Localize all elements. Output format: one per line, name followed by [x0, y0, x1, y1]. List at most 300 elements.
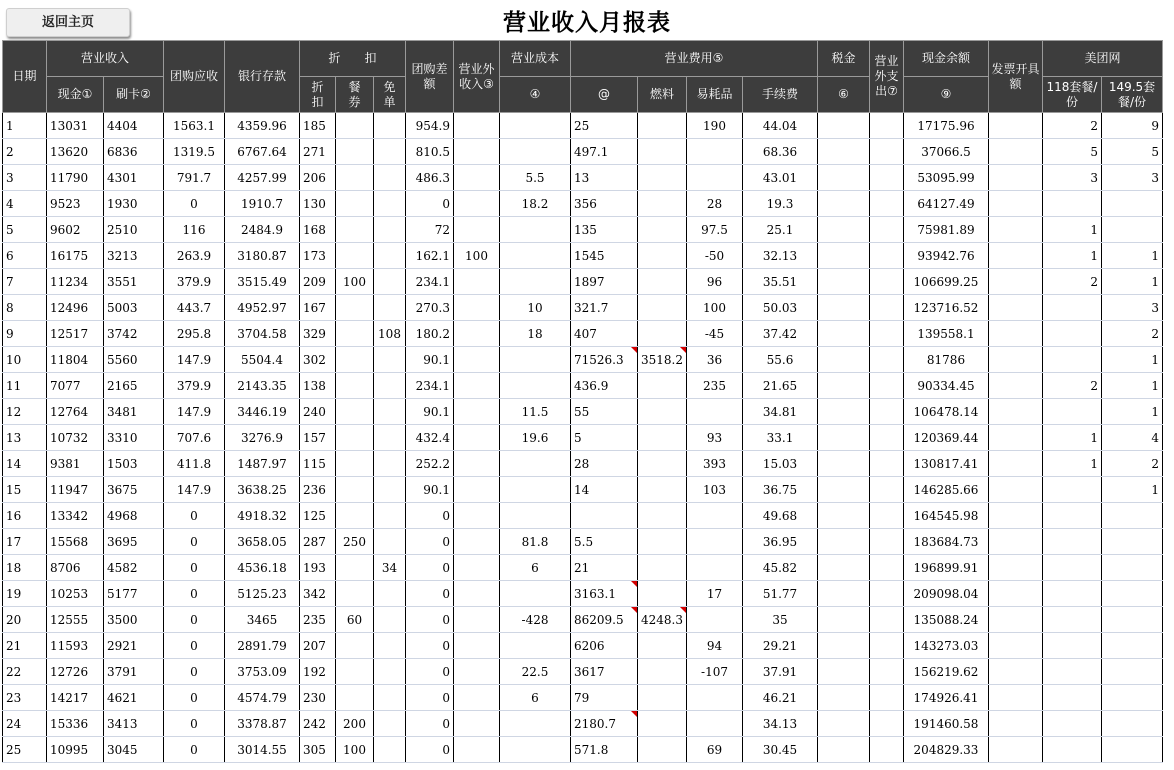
cell-cost[interactable]: 10	[500, 295, 571, 321]
cell-cost[interactable]	[500, 217, 571, 243]
cell-disc[interactable]: 342	[300, 581, 336, 607]
cell-grp[interactable]: 0	[164, 555, 225, 581]
cell-at[interactable]: 6206	[571, 633, 638, 659]
cell-fee[interactable]: 43.01	[743, 165, 818, 191]
cell-cost[interactable]: 6	[500, 555, 571, 581]
cell-gdiff[interactable]: 432.4	[406, 425, 454, 451]
cell-cash[interactable]: 12764	[47, 399, 104, 425]
cell-cash[interactable]: 12555	[47, 607, 104, 633]
cell-bank[interactable]: 2891.79	[225, 633, 300, 659]
cell-cash[interactable]: 10253	[47, 581, 104, 607]
cell-cost[interactable]	[500, 503, 571, 529]
cell-gdiff[interactable]: 0	[406, 685, 454, 711]
cell-disc[interactable]: 236	[300, 477, 336, 503]
cell-s118[interactable]	[1043, 321, 1102, 347]
cell-s149[interactable]	[1102, 711, 1163, 737]
cell-cost[interactable]	[500, 737, 571, 763]
cell-s149[interactable]	[1102, 503, 1163, 529]
cell-nonop[interactable]	[454, 737, 500, 763]
cell-bank[interactable]: 4359.96	[225, 113, 300, 139]
cell-cons[interactable]	[687, 399, 743, 425]
cell-at[interactable]	[571, 503, 638, 529]
cell-s149[interactable]: 1	[1102, 347, 1163, 373]
cell-card[interactable]: 3413	[104, 711, 164, 737]
cell-cash[interactable]: 12517	[47, 321, 104, 347]
cell-grp[interactable]: 1319.5	[164, 139, 225, 165]
cell-d[interactable]: 4	[3, 191, 47, 217]
cell-fuel[interactable]	[638, 399, 687, 425]
cell-meal[interactable]	[336, 139, 374, 165]
cell-grp[interactable]: 411.8	[164, 451, 225, 477]
cell-bank[interactable]: 2143.35	[225, 373, 300, 399]
cell-meal[interactable]	[336, 295, 374, 321]
cell-nonexp[interactable]	[870, 347, 904, 373]
cell-cost[interactable]	[500, 581, 571, 607]
cell-disc[interactable]: 271	[300, 139, 336, 165]
cell-d[interactable]: 1	[3, 113, 47, 139]
cell-card[interactable]: 3551	[104, 269, 164, 295]
cell-card[interactable]: 1930	[104, 191, 164, 217]
cell-s118[interactable]: 5	[1043, 139, 1102, 165]
cell-s118[interactable]: 2	[1043, 373, 1102, 399]
cell-card[interactable]: 4968	[104, 503, 164, 529]
cell-fee[interactable]: 50.03	[743, 295, 818, 321]
cell-fuel[interactable]	[638, 711, 687, 737]
cell-s149[interactable]: 1	[1102, 399, 1163, 425]
cell-nonop[interactable]	[454, 581, 500, 607]
cell-cash[interactable]: 9381	[47, 451, 104, 477]
cell-fee[interactable]: 34.81	[743, 399, 818, 425]
cell-meal[interactable]	[336, 633, 374, 659]
cell-fee[interactable]: 37.42	[743, 321, 818, 347]
cell-fee[interactable]: 30.45	[743, 737, 818, 763]
cell-cost[interactable]: 81.8	[500, 529, 571, 555]
cell-bal[interactable]: 75981.89	[904, 217, 989, 243]
cell-d[interactable]: 12	[3, 399, 47, 425]
cell-card[interactable]: 3045	[104, 737, 164, 763]
cell-bal[interactable]: 123716.52	[904, 295, 989, 321]
cell-free[interactable]	[374, 217, 406, 243]
cell-cash[interactable]: 8706	[47, 555, 104, 581]
cell-at[interactable]: 3617	[571, 659, 638, 685]
cell-at[interactable]: 321.7	[571, 295, 638, 321]
cell-gdiff[interactable]: 234.1	[406, 269, 454, 295]
cell-bank[interactable]: 1487.97	[225, 451, 300, 477]
cell-d[interactable]: 25	[3, 737, 47, 763]
cell-cost[interactable]: 18.2	[500, 191, 571, 217]
cell-disc[interactable]: 192	[300, 659, 336, 685]
cell-gdiff[interactable]: 486.3	[406, 165, 454, 191]
cell-at[interactable]: 2180.7	[571, 711, 638, 737]
cell-s149[interactable]	[1102, 191, 1163, 217]
cell-disc[interactable]: 206	[300, 165, 336, 191]
cell-s118[interactable]	[1043, 399, 1102, 425]
cell-grp[interactable]: 379.9	[164, 373, 225, 399]
cell-nonexp[interactable]	[870, 113, 904, 139]
cell-nonop[interactable]	[454, 347, 500, 373]
cell-bank[interactable]: 3446.19	[225, 399, 300, 425]
cell-bal[interactable]: 37066.5	[904, 139, 989, 165]
cell-tax[interactable]	[818, 347, 870, 373]
cell-card[interactable]: 3481	[104, 399, 164, 425]
cell-free[interactable]	[374, 685, 406, 711]
cell-tax[interactable]	[818, 477, 870, 503]
cell-cons[interactable]: 96	[687, 269, 743, 295]
cell-bank[interactable]: 4574.79	[225, 685, 300, 711]
cell-cons[interactable]	[687, 529, 743, 555]
cell-cost[interactable]: 19.6	[500, 425, 571, 451]
cell-inv[interactable]	[989, 217, 1043, 243]
cell-bal[interactable]: 120369.44	[904, 425, 989, 451]
cell-d[interactable]: 23	[3, 685, 47, 711]
cell-at[interactable]: 1897	[571, 269, 638, 295]
cell-meal[interactable]	[336, 373, 374, 399]
cell-fee[interactable]: 46.21	[743, 685, 818, 711]
cell-tax[interactable]	[818, 685, 870, 711]
cell-cost[interactable]	[500, 269, 571, 295]
cell-card[interactable]: 3791	[104, 659, 164, 685]
cell-free[interactable]	[374, 503, 406, 529]
cell-cons[interactable]: 69	[687, 737, 743, 763]
cell-disc[interactable]: 138	[300, 373, 336, 399]
cell-fuel[interactable]	[638, 503, 687, 529]
cell-fuel[interactable]	[638, 191, 687, 217]
cell-free[interactable]	[374, 269, 406, 295]
cell-cash[interactable]: 13342	[47, 503, 104, 529]
cell-disc[interactable]: 157	[300, 425, 336, 451]
cell-bank[interactable]: 1910.7	[225, 191, 300, 217]
cell-s149[interactable]: 1	[1102, 243, 1163, 269]
cell-nonop[interactable]	[454, 529, 500, 555]
cell-grp[interactable]: 147.9	[164, 347, 225, 373]
cell-s118[interactable]: 2	[1043, 113, 1102, 139]
cell-grp[interactable]: 0	[164, 737, 225, 763]
cell-inv[interactable]	[989, 191, 1043, 217]
cell-inv[interactable]	[989, 399, 1043, 425]
cell-card[interactable]: 3310	[104, 425, 164, 451]
cell-cash[interactable]: 13031	[47, 113, 104, 139]
cell-at[interactable]: 1545	[571, 243, 638, 269]
cell-nonop[interactable]	[454, 711, 500, 737]
cell-meal[interactable]	[336, 503, 374, 529]
cell-s118[interactable]	[1043, 633, 1102, 659]
cell-s149[interactable]: 1	[1102, 373, 1163, 399]
cell-meal[interactable]: 250	[336, 529, 374, 555]
cell-card[interactable]: 6836	[104, 139, 164, 165]
cell-meal[interactable]	[336, 217, 374, 243]
cell-s118[interactable]	[1043, 347, 1102, 373]
cell-nonexp[interactable]	[870, 165, 904, 191]
cell-bal[interactable]: 164545.98	[904, 503, 989, 529]
cell-fee[interactable]: 35	[743, 607, 818, 633]
cell-meal[interactable]	[336, 243, 374, 269]
cell-gdiff[interactable]: 162.1	[406, 243, 454, 269]
cell-nonexp[interactable]	[870, 581, 904, 607]
cell-s149[interactable]: 1	[1102, 477, 1163, 503]
cell-meal[interactable]	[336, 347, 374, 373]
cell-cons[interactable]: 17	[687, 581, 743, 607]
cell-fuel[interactable]	[638, 321, 687, 347]
cell-cost[interactable]	[500, 633, 571, 659]
cell-tax[interactable]	[818, 425, 870, 451]
cell-fee[interactable]: 15.03	[743, 451, 818, 477]
cell-free[interactable]	[374, 607, 406, 633]
cell-s118[interactable]	[1043, 737, 1102, 763]
cell-tax[interactable]	[818, 217, 870, 243]
cell-at[interactable]: 14	[571, 477, 638, 503]
cell-meal[interactable]: 100	[336, 737, 374, 763]
cell-d[interactable]: 7	[3, 269, 47, 295]
cell-cash[interactable]: 11790	[47, 165, 104, 191]
cell-s118[interactable]: 1	[1043, 451, 1102, 477]
cell-cons[interactable]: 28	[687, 191, 743, 217]
cell-free[interactable]	[374, 347, 406, 373]
cell-cons[interactable]: 190	[687, 113, 743, 139]
cell-disc[interactable]: 167	[300, 295, 336, 321]
cell-gdiff[interactable]: 0	[406, 503, 454, 529]
cell-s118[interactable]: 1	[1043, 425, 1102, 451]
cell-inv[interactable]	[989, 373, 1043, 399]
cell-free[interactable]	[374, 139, 406, 165]
cell-at[interactable]: 3163.1	[571, 581, 638, 607]
cell-card[interactable]: 2165	[104, 373, 164, 399]
cell-inv[interactable]	[989, 529, 1043, 555]
cell-free[interactable]: 34	[374, 555, 406, 581]
cell-cons[interactable]: -107	[687, 659, 743, 685]
cell-bank[interactable]: 4918.32	[225, 503, 300, 529]
cell-cash[interactable]: 15336	[47, 711, 104, 737]
cell-grp[interactable]: 791.7	[164, 165, 225, 191]
cell-cash[interactable]: 15568	[47, 529, 104, 555]
cell-cost[interactable]	[500, 451, 571, 477]
cell-s149[interactable]: 5	[1102, 139, 1163, 165]
cell-at[interactable]: 71526.3	[571, 347, 638, 373]
cell-disc[interactable]: 287	[300, 529, 336, 555]
cell-at[interactable]: 25	[571, 113, 638, 139]
cell-meal[interactable]	[336, 477, 374, 503]
cell-bank[interactable]: 5125.23	[225, 581, 300, 607]
cell-card[interactable]: 2510	[104, 217, 164, 243]
cell-free[interactable]	[374, 659, 406, 685]
cell-inv[interactable]	[989, 659, 1043, 685]
cell-bal[interactable]: 90334.45	[904, 373, 989, 399]
cell-bank[interactable]: 4536.18	[225, 555, 300, 581]
cell-gdiff[interactable]: 954.9	[406, 113, 454, 139]
cell-s149[interactable]	[1102, 659, 1163, 685]
cell-cons[interactable]	[687, 555, 743, 581]
cell-s118[interactable]: 1	[1043, 217, 1102, 243]
cell-inv[interactable]	[989, 633, 1043, 659]
cell-s149[interactable]: 2	[1102, 321, 1163, 347]
cell-gdiff[interactable]: 0	[406, 529, 454, 555]
cell-fuel[interactable]	[638, 243, 687, 269]
cell-bank[interactable]: 3378.87	[225, 711, 300, 737]
cell-grp[interactable]: 0	[164, 607, 225, 633]
cell-gdiff[interactable]: 810.5	[406, 139, 454, 165]
cell-disc[interactable]: 115	[300, 451, 336, 477]
cell-bal[interactable]: 143273.03	[904, 633, 989, 659]
cell-disc[interactable]: 193	[300, 555, 336, 581]
cell-cash[interactable]: 11593	[47, 633, 104, 659]
cell-inv[interactable]	[989, 139, 1043, 165]
cell-free[interactable]: 108	[374, 321, 406, 347]
cell-cash[interactable]: 11234	[47, 269, 104, 295]
cell-inv[interactable]	[989, 477, 1043, 503]
cell-nonop[interactable]: 100	[454, 243, 500, 269]
cell-inv[interactable]	[989, 555, 1043, 581]
cell-meal[interactable]	[336, 321, 374, 347]
cell-inv[interactable]	[989, 347, 1043, 373]
cell-grp[interactable]: 147.9	[164, 477, 225, 503]
cell-gdiff[interactable]: 0	[406, 581, 454, 607]
cell-nonexp[interactable]	[870, 451, 904, 477]
cell-inv[interactable]	[989, 607, 1043, 633]
cell-tax[interactable]	[818, 113, 870, 139]
cell-d[interactable]: 6	[3, 243, 47, 269]
cell-free[interactable]	[374, 529, 406, 555]
cell-d[interactable]: 9	[3, 321, 47, 347]
cell-fee[interactable]: 55.6	[743, 347, 818, 373]
cell-cost[interactable]: 5.5	[500, 165, 571, 191]
cell-fee[interactable]: 36.75	[743, 477, 818, 503]
cell-cost[interactable]: 22.5	[500, 659, 571, 685]
cell-bank[interactable]: 3465	[225, 607, 300, 633]
cell-bank[interactable]: 3014.55	[225, 737, 300, 763]
cell-free[interactable]	[374, 295, 406, 321]
cell-cash[interactable]: 11947	[47, 477, 104, 503]
cell-gdiff[interactable]: 90.1	[406, 347, 454, 373]
cell-grp[interactable]: 263.9	[164, 243, 225, 269]
cell-tax[interactable]	[818, 711, 870, 737]
cell-fuel[interactable]	[638, 581, 687, 607]
cell-cons[interactable]	[687, 607, 743, 633]
cell-tax[interactable]	[818, 243, 870, 269]
cell-nonexp[interactable]	[870, 633, 904, 659]
cell-nonop[interactable]	[454, 217, 500, 243]
cell-nonexp[interactable]	[870, 243, 904, 269]
cell-disc[interactable]: 240	[300, 399, 336, 425]
cell-fee[interactable]: 34.13	[743, 711, 818, 737]
cell-grp[interactable]: 1563.1	[164, 113, 225, 139]
cell-gdiff[interactable]: 0	[406, 711, 454, 737]
cell-bal[interactable]: 106478.14	[904, 399, 989, 425]
cell-gdiff[interactable]: 0	[406, 607, 454, 633]
cell-grp[interactable]: 0	[164, 503, 225, 529]
cell-nonexp[interactable]	[870, 659, 904, 685]
cell-s118[interactable]	[1043, 659, 1102, 685]
cell-fee[interactable]: 32.13	[743, 243, 818, 269]
cell-bank[interactable]: 5504.4	[225, 347, 300, 373]
cell-disc[interactable]: 168	[300, 217, 336, 243]
cell-s118[interactable]	[1043, 555, 1102, 581]
cell-s149[interactable]: 3	[1102, 165, 1163, 191]
cell-free[interactable]	[374, 581, 406, 607]
cell-nonexp[interactable]	[870, 711, 904, 737]
cell-inv[interactable]	[989, 425, 1043, 451]
cell-card[interactable]: 4582	[104, 555, 164, 581]
cell-disc[interactable]: 235	[300, 607, 336, 633]
cell-grp[interactable]: 116	[164, 217, 225, 243]
cell-d[interactable]: 5	[3, 217, 47, 243]
cell-at[interactable]: 28	[571, 451, 638, 477]
cell-cons[interactable]: 393	[687, 451, 743, 477]
cell-meal[interactable]	[336, 685, 374, 711]
cell-cash[interactable]: 7077	[47, 373, 104, 399]
cell-cash[interactable]: 11804	[47, 347, 104, 373]
cell-grp[interactable]: 0	[164, 711, 225, 737]
cell-inv[interactable]	[989, 269, 1043, 295]
cell-cons[interactable]: 235	[687, 373, 743, 399]
cell-tax[interactable]	[818, 295, 870, 321]
cell-s118[interactable]	[1043, 295, 1102, 321]
cell-disc[interactable]: 242	[300, 711, 336, 737]
cell-d[interactable]: 10	[3, 347, 47, 373]
cell-at[interactable]: 13	[571, 165, 638, 191]
cell-disc[interactable]: 185	[300, 113, 336, 139]
cell-tax[interactable]	[818, 269, 870, 295]
cell-d[interactable]: 22	[3, 659, 47, 685]
cell-nonop[interactable]	[454, 425, 500, 451]
cell-card[interactable]: 2921	[104, 633, 164, 659]
cell-cost[interactable]: 18	[500, 321, 571, 347]
cell-grp[interactable]: 147.9	[164, 399, 225, 425]
cell-fee[interactable]: 44.04	[743, 113, 818, 139]
cell-tax[interactable]	[818, 607, 870, 633]
cell-fee[interactable]: 33.1	[743, 425, 818, 451]
cell-fuel[interactable]	[638, 633, 687, 659]
cell-bank[interactable]: 3658.05	[225, 529, 300, 555]
cell-nonexp[interactable]	[870, 321, 904, 347]
cell-grp[interactable]: 379.9	[164, 269, 225, 295]
cell-nonexp[interactable]	[870, 529, 904, 555]
cell-cost[interactable]	[500, 711, 571, 737]
cell-fee[interactable]: 29.21	[743, 633, 818, 659]
cell-meal[interactable]: 100	[336, 269, 374, 295]
cell-fuel[interactable]: 3518.2	[638, 347, 687, 373]
cell-tax[interactable]	[818, 503, 870, 529]
cell-at[interactable]: 356	[571, 191, 638, 217]
cell-d[interactable]: 14	[3, 451, 47, 477]
cell-meal[interactable]	[336, 165, 374, 191]
cell-bank[interactable]: 3638.25	[225, 477, 300, 503]
cell-gdiff[interactable]: 90.1	[406, 399, 454, 425]
cell-nonexp[interactable]	[870, 217, 904, 243]
cell-bal[interactable]: 17175.96	[904, 113, 989, 139]
cell-d[interactable]: 11	[3, 373, 47, 399]
cell-fee[interactable]: 36.95	[743, 529, 818, 555]
cell-tax[interactable]	[818, 737, 870, 763]
cell-free[interactable]	[374, 451, 406, 477]
cell-free[interactable]	[374, 399, 406, 425]
cell-at[interactable]: 79	[571, 685, 638, 711]
cell-free[interactable]	[374, 711, 406, 737]
cell-grp[interactable]: 295.8	[164, 321, 225, 347]
cell-at[interactable]: 436.9	[571, 373, 638, 399]
cell-bank[interactable]: 3515.49	[225, 269, 300, 295]
cell-at[interactable]: 5.5	[571, 529, 638, 555]
cell-d[interactable]: 21	[3, 633, 47, 659]
cell-meal[interactable]	[336, 659, 374, 685]
cell-at[interactable]: 5	[571, 425, 638, 451]
cell-fee[interactable]: 49.68	[743, 503, 818, 529]
cell-gdiff[interactable]: 0	[406, 191, 454, 217]
cell-gdiff[interactable]: 90.1	[406, 477, 454, 503]
cell-cash[interactable]: 10732	[47, 425, 104, 451]
cell-fee[interactable]: 45.82	[743, 555, 818, 581]
cell-s149[interactable]: 3	[1102, 295, 1163, 321]
cell-bal[interactable]: 146285.66	[904, 477, 989, 503]
cell-cons[interactable]	[687, 139, 743, 165]
